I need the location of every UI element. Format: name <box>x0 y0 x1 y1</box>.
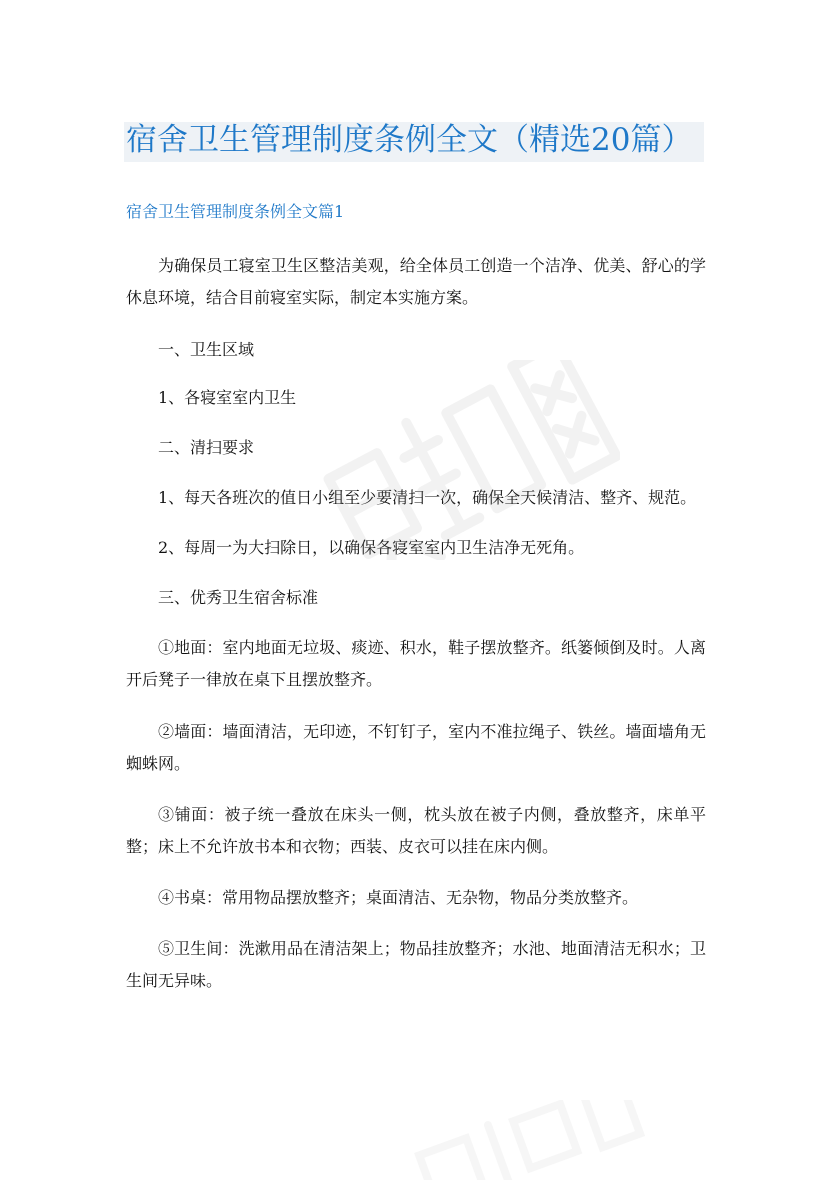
standard-bed: ③铺面：被子统一叠放在床头一侧，枕头放在被子内侧，叠放整齐，床单平整；床上不允许放书本和衣物；西装、皮衣可以挂在床内侧。 <box>126 805 706 856</box>
item-weekly-cleaning: 2、每周一为大扫除日，以确保各寝室室内卫生洁净无死角。 <box>158 538 585 557</box>
watermark-graphic-bottom <box>390 1100 650 1180</box>
standard-wall: ②墙面：墙面清洁，无印迹，不钉钉子，室内不准拉绳子、铁丝。墙面墙角无蜘蛛网。 <box>126 722 706 773</box>
section-title: 宿舍卫生管理制度条例全文篇1 <box>126 202 345 221</box>
document-title: 宿舍卫生管理制度条例全文（精选20篇） <box>126 122 693 158</box>
heading-excellent-standard: 三、优秀卫生宿舍标准 <box>158 588 319 607</box>
paragraph-intro: 为确保员工寝室卫生区整洁美观，给全体员工创造一个洁净、优美、舒心的学休息环境，结合目前寝室实际，制定本实施方案。 <box>126 256 706 307</box>
standard-bathroom: ⑤卫生间：洗漱用品在清洁架上；物品挂放整齐；水池、地面清洁无积水；卫生间无异味。 <box>126 939 706 990</box>
item-dorm-interior: 1、各寝室室内卫生 <box>158 388 297 407</box>
standard-floor: ①地面：室内地面无垃圾、痰迹、积水，鞋子摆放整齐。纸篓倾倒及时。人离开后凳子一律放在桌下且摆放整齐。 <box>126 638 706 689</box>
heading-hygiene-area: 一、卫生区域 <box>158 340 255 359</box>
heading-cleaning-requirements: 二、清扫要求 <box>158 438 255 457</box>
item-daily-cleaning: 1、每天各班次的值日小组至少要清扫一次，确保全天候清洁、整齐、规范。 <box>158 488 697 507</box>
standard-desk: ④书桌：常用物品摆放整齐；桌面清洁、无杂物，物品分类放整齐。 <box>158 888 639 907</box>
